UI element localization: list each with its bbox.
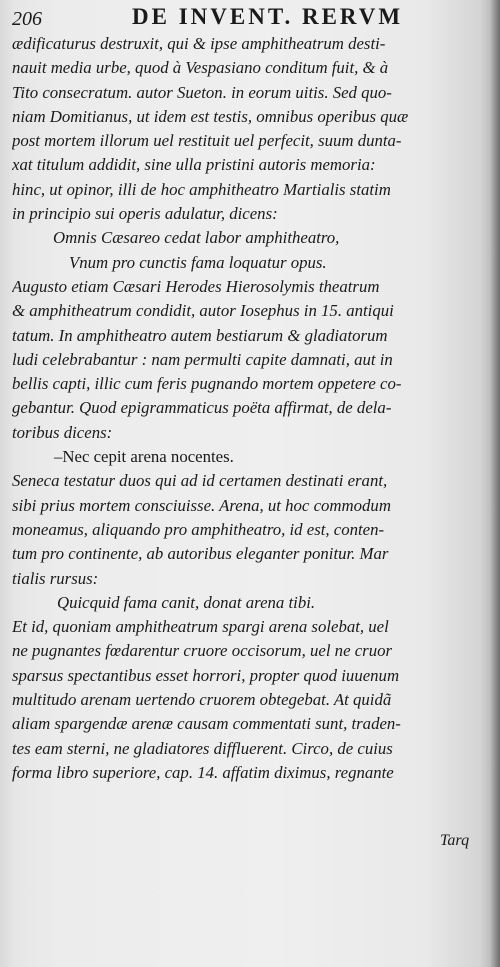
- text-line: hinc, ut opinor, illi de hoc amphitheatro Martialis statim: [12, 179, 391, 199]
- text-line: niam Domitianus, ut idem est testis, omnibus operibus quæ: [12, 106, 409, 126]
- text-line: sparsus spectantibus esset horrori, propter quod iuuenum: [12, 665, 400, 685]
- text-line: aliam spargendæ arenæ causam commentati sunt, traden-: [12, 714, 401, 734]
- text-line: tatum. In amphitheatro autem bestiarum & gladiatorum: [12, 325, 388, 345]
- verse-line: Vnum pro cunctis fama loquatur opus.: [69, 252, 327, 272]
- text-line: tum pro continente, ab autoribus eleganter ponitur. Mar: [12, 544, 389, 564]
- text-line: ædificaturus destruxit, qui & ipse amphitheatrum desti-: [12, 34, 386, 53]
- text-line: multitudo arenam uertendo cruorem obtegebat. At quidã: [12, 690, 392, 710]
- page-header: [12, 4, 482, 32]
- text-line: Seneca testatur duos qui ad id certamen destinati erant,: [12, 471, 388, 491]
- text-line: Tito consecratum. autor Sueton. in eorum uitis. Sed quo-: [12, 82, 392, 102]
- running-head: DE INVENT. RERVM: [132, 4, 404, 29]
- text-line: nauit media urbe, quod à Vespasiano conditum fuit, & à: [12, 58, 389, 78]
- text-line: moneamus, aliquando pro amphitheatro, id est, conten-: [12, 519, 385, 539]
- text-line: ludi celebrabantur : nam permulti capite damnati, aut in: [12, 349, 393, 369]
- body-text: [12, 32, 486, 785]
- text-line: ne pugnantes fœdarentur cruore occisorum, uel ne cruor: [12, 641, 393, 661]
- page-gutter-shadow: [490, 0, 500, 967]
- page-number: 206: [12, 8, 42, 30]
- text-line: Augusto etiam Cæsari Herodes Hierosolymis theatrum: [12, 276, 380, 296]
- text-line: gebantur. Quod epigrammaticus poëta affirmat, de dela-: [12, 398, 392, 418]
- text-line: forma libro superiore, cap. 14. affatim diximus, regnante: [12, 762, 394, 782]
- verse-line: –Nec cepit arena nocentes.: [54, 447, 234, 467]
- text-line: xat titulum addidit, sine ulla pristini autoris memoria:: [12, 155, 376, 175]
- text-line: tialis rursus:: [12, 568, 99, 588]
- text-line: toribus dicens:: [12, 422, 113, 442]
- catchword: Tarq: [440, 832, 470, 849]
- text-line: Et id, quoniam amphitheatrum spargi arena solebat, uel: [12, 617, 389, 637]
- text-line: & amphitheatrum condidit, autor Iosephus in 15. antiqui: [12, 301, 394, 321]
- text-line: post mortem illorum uel restituit uel perfecit, suum dunta-: [12, 131, 402, 151]
- text-line: tes eam sterni, ne gladiatores diffluerent. Circo, de cuius: [12, 738, 393, 758]
- verse-line: Quicquid fama canit, donat arena tibi.: [57, 592, 316, 612]
- text-line: bellis capti, illic cum feris pugnando mortem oppetere co-: [12, 374, 402, 394]
- text-line: in principio sui operis adulatur, dicens:: [12, 204, 278, 224]
- text-line: sibi prius mortem consciuisse. Arena, ut hoc commodum: [12, 495, 391, 515]
- verse-line: Omnis Cæsareo cedat labor amphitheatro,: [53, 228, 340, 248]
